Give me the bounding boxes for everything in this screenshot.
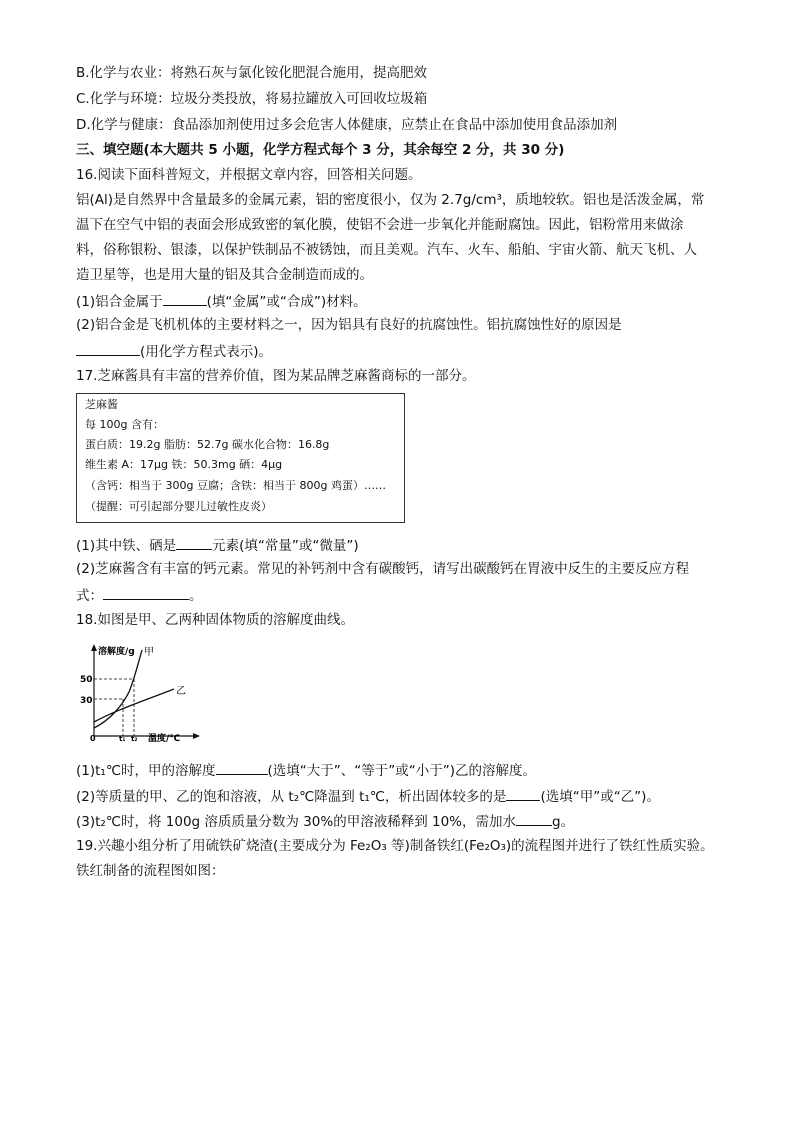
option-d: D.化学与健康：食品添加剂使用过多会危害人体健康，应禁止在食品中添加使用食品添加剂	[76, 117, 618, 133]
y-axis-label: 溶解度/g	[98, 647, 135, 657]
q18-part3-text-a: (3)t₂℃时，将 100g 溶质质量分数为 30%的甲溶液稀释到 10%，需加水	[76, 814, 517, 830]
q18-part1-text-b: (选填“大于”、“等于”或“小于”)乙的溶解度。	[267, 763, 536, 779]
q18-part2-text-b: (选填“甲”或“乙”)。	[540, 789, 660, 805]
q16-part2-cont	[76, 341, 272, 361]
q16-part2: (2)铝合金是飞机机体的主要材料之一，因为铝具有良好的抗腐蚀性。铝抗腐蚀性好的原因是	[76, 317, 622, 333]
x-tick-t1: t₁	[119, 735, 126, 742]
x-axis-arrow	[193, 733, 200, 739]
label-per: 每 100g 含有：	[85, 418, 164, 431]
label-row1: 蛋白质：19.2g 脂肪：52.7g 碳水化合物：16.8g	[85, 438, 330, 451]
q16-paragraph-line3: 料，俗称银粉、银漆，以保护铁制品不被锈蚀，而且美观。汽车、火车、船舶、宇宙火箭、航天飞机、人	[76, 242, 697, 258]
answer-blank[interactable]	[103, 585, 189, 600]
answer-blank[interactable]	[76, 341, 140, 356]
q18-part2-text-a: (2)等质量的甲、乙的饱和溶液，从 t₂℃降温到 t₁℃，析出固体较多的是	[76, 789, 507, 805]
q17-part1-text-a: (1)其中铁、硒是	[76, 538, 177, 554]
series-label-yi: 乙	[176, 686, 186, 697]
q17-part2: (2)芝麻酱含有丰富的钙元素。常见的补钙剂中含有碳酸钙，请写出碳酸钙在胃液中反生的主要反应方程	[76, 561, 690, 577]
q16-paragraph-line1: 铝(Al)是自然界中含量最多的金属元素，铝的密度很小，仅为 2.7g/cm³，质地较软。铝也是活泼金属，常	[76, 192, 705, 208]
label-row3: （含钙：相当于 300g 豆腐；含铁：相当于 800g 鸡蛋）……	[85, 479, 386, 492]
q17-part1-text-b: 元素(填“常量”或“微量”)	[212, 538, 359, 554]
q18-part1-text-a: (1)t₁℃时，甲的溶解度	[76, 763, 216, 779]
origin-label: 0	[90, 734, 96, 742]
q18-part1	[76, 760, 536, 780]
y-tick-50: 50	[80, 675, 93, 685]
q19-line1: 19.兴趣小组分析了用硫铁矿烧渣(主要成分为 Fe₂O₃ 等)制备铁红(Fe₂O₃)的流程图并进行了铁红性质实验。	[76, 838, 714, 854]
x-axis-label: 温度/℃	[148, 734, 181, 742]
q17-intro: 17.芝麻酱具有丰富的营养价值，图为某品牌芝麻酱商标的一部分。	[76, 368, 476, 384]
option-c: C.化学与环境：垃圾分类投放，将易拉罐放入可回收垃圾箱	[76, 91, 428, 107]
q16-paragraph-line2: 温下在空气中铝的表面会形成致密的氧化膜，使铝不会进一步氧化并能耐腐蚀。因此，铝粉常用来做涂	[76, 217, 684, 233]
q18-part2	[76, 786, 660, 806]
q17-part2-cont: 式： 。	[76, 585, 203, 605]
answer-blank[interactable]	[216, 760, 268, 775]
q18-part3	[76, 811, 574, 831]
solubility-chart	[76, 642, 201, 742]
answer-blank[interactable]	[163, 291, 207, 306]
answer-blank[interactable]	[176, 535, 212, 550]
label-row2: 维生素 A：17μg 铁：50.3mg 硒：4μg	[85, 458, 283, 471]
y-axis-arrow	[91, 644, 97, 651]
q16-intro: 16.阅读下面科普短文，并根据文章内容，回答相关问题。	[76, 167, 422, 183]
y-tick-30: 30	[80, 696, 93, 706]
q16-part2-text-b: (用化学方程式表示)。	[140, 344, 273, 360]
sesame-paste-label	[76, 393, 405, 523]
option-b: B.化学与农业：将熟石灰与氯化铵化肥混合施用，提高肥效	[76, 65, 428, 81]
label-title: 芝麻酱	[85, 398, 118, 411]
curve-jia	[94, 650, 142, 728]
q16-part1-text-a: (1)铝合金属于	[76, 294, 163, 310]
q19-line2: 铁红制备的流程图如图：	[76, 863, 225, 879]
answer-blank[interactable]	[506, 786, 540, 801]
q18-intro: 18.如图是甲、乙两种固体物质的溶解度曲线。	[76, 612, 354, 628]
q16-paragraph-line4: 造卫星等，也是用大量的铝及其合金制造而成的。	[76, 267, 373, 283]
q16-part1-text-b: (填“金属”或“合成”)材料。	[206, 294, 367, 310]
x-tick-t2: t₂	[131, 735, 138, 742]
section-title: 三、填空题(本大题共 5 小题，化学方程式每个 3 分，其余每空 2 分，共 30 分)	[76, 142, 565, 158]
answer-blank[interactable]	[516, 811, 552, 826]
series-label-jia: 甲	[144, 647, 154, 658]
label-row4: （提醒：可引起部分婴儿过敏性皮炎）	[85, 500, 272, 513]
q16-part1	[76, 291, 367, 311]
q17-part1	[76, 535, 359, 555]
q17-part2-text-b: 式：	[76, 588, 103, 604]
q18-part3-text-b: g。	[552, 814, 575, 830]
